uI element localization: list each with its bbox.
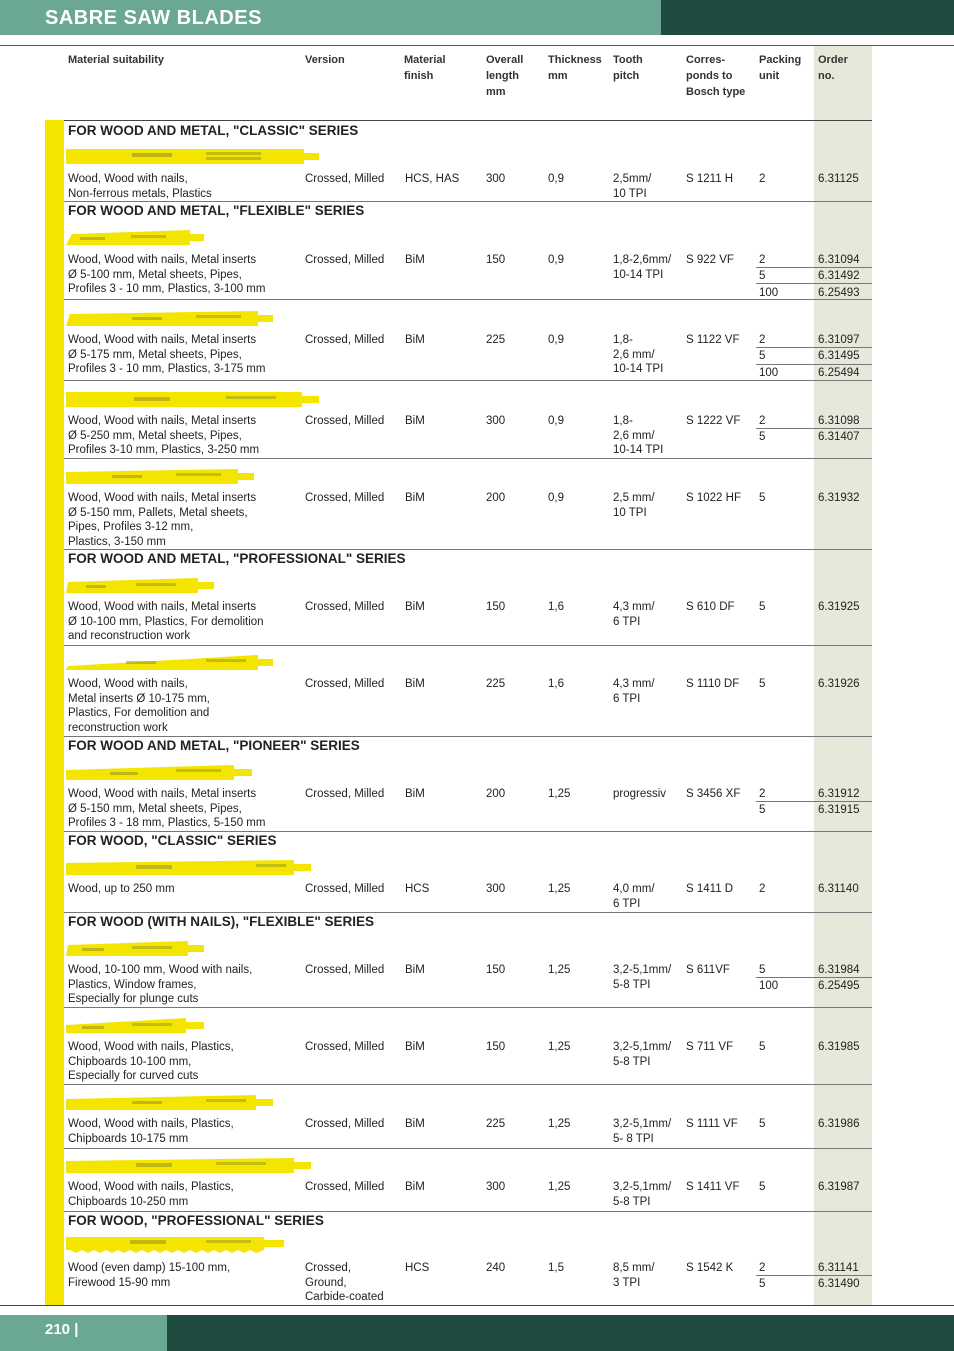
packing-unit-cell: 5	[759, 350, 766, 363]
saw-blade-image	[66, 1015, 206, 1037]
length-cell: 300	[486, 883, 506, 895]
tooth-pitch-cell: 5-8 TPI	[613, 1195, 651, 1208]
tooth-pitch-cell: 3,2-5,1mm/	[613, 964, 672, 976]
order-number-cell: 6.31125	[818, 173, 859, 185]
packing-unit-cell: 5	[759, 270, 766, 283]
bosch-type-cell: S 1122 VF	[686, 334, 740, 346]
packing-unit-cell: 2	[759, 415, 766, 427]
packing-unit-cell: 2	[759, 1262, 766, 1274]
thickness-cell: 1,5	[548, 1262, 564, 1274]
material-cell: Wood, Wood with nails, Metal inserts	[68, 254, 257, 266]
bosch-type-cell: S 711 VF	[686, 1041, 734, 1053]
saw-blade-image	[66, 227, 206, 249]
bosch-type-cell: S 1411 VF	[686, 1181, 740, 1193]
finish-cell: BiM	[405, 678, 425, 690]
row-divider	[64, 1084, 872, 1085]
packing-unit-cell: 100	[759, 980, 779, 993]
yellow-side-bar	[45, 120, 64, 1305]
material-cell: Pipes, Profiles 3-12 mm,	[68, 521, 194, 533]
tooth-pitch-cell: 5-8 TPI	[613, 978, 651, 991]
bosch-type-cell: S 1022 HF	[686, 492, 741, 504]
row-divider	[64, 645, 872, 646]
row-divider	[64, 201, 872, 202]
thickness-cell: 1,25	[548, 1041, 571, 1053]
length-cell: 150	[486, 964, 506, 976]
material-cell: Profiles 3 - 10 mm, Plastics, 3-175 mm	[68, 363, 266, 375]
material-cell: Metal inserts Ø 10-175 mm,	[68, 692, 210, 705]
packing-unit-cell: 5	[759, 1041, 766, 1053]
section-title: FOR WOOD AND METAL, "PROFESSIONAL" SERIES	[68, 551, 406, 566]
table-bottom-rule	[0, 1305, 954, 1306]
section-title: FOR WOOD AND METAL, "FLEXIBLE" SERIES	[68, 203, 365, 218]
order-number-cell: 6.25495	[818, 980, 860, 993]
tooth-pitch-cell: 10-14 TPI	[613, 444, 664, 456]
tooth-pitch-cell: 5-8 TPI	[613, 1055, 651, 1068]
packing-unit-cell: 5	[759, 1278, 766, 1291]
finish-cell: BiM	[405, 1181, 425, 1193]
packing-unit-cell: 2	[759, 883, 766, 895]
col-order: Order no.	[818, 54, 848, 82]
finish-cell: HCS, HAS	[405, 173, 460, 185]
order-number-cell: 6.31915	[818, 804, 860, 817]
material-cell: Wood, Wood with nails, Metal inserts	[68, 788, 257, 800]
bosch-type-cell: S 1542 K	[686, 1262, 734, 1274]
finish-cell: HCS	[405, 883, 430, 895]
thickness-cell: 0,9	[548, 415, 564, 427]
bosch-type-cell: S 1111 VF	[686, 1118, 738, 1130]
packing-unit-cell: 5	[759, 431, 766, 444]
tooth-pitch-cell: 6 TPI	[613, 897, 641, 910]
material-cell: reconstruction work	[68, 721, 168, 734]
version-cell: Crossed, Milled	[305, 1041, 385, 1053]
tooth-pitch-cell: 2,5mm/	[613, 173, 652, 185]
section-title: FOR WOOD, "PROFESSIONAL" SERIES	[68, 1213, 324, 1228]
order-number-cell: 6.31495	[818, 350, 860, 363]
tooth-pitch-cell: 2,6 mm/	[613, 429, 655, 442]
row-divider	[64, 380, 872, 381]
thickness-cell: 1,25	[548, 1181, 571, 1193]
packing-unit-cell: 2	[759, 788, 766, 800]
header-band-dark	[661, 0, 954, 35]
saw-blade-image	[66, 857, 314, 879]
page-number: 210 |	[45, 1321, 79, 1338]
header-bottom-rule	[64, 120, 872, 121]
order-number-cell: 6.25494	[818, 366, 860, 379]
bosch-type-cell: S 1110 DF	[686, 678, 740, 690]
saw-blade-image	[66, 1155, 314, 1177]
packing-unit-cell: 5	[759, 964, 766, 976]
thickness-cell: 1,25	[548, 1118, 571, 1130]
version-cell: Crossed, Milled	[305, 964, 385, 976]
version-cell: Crossed, Milled	[305, 173, 385, 185]
version-cell: Crossed, Milled	[305, 415, 385, 427]
thickness-cell: 1,25	[548, 788, 571, 800]
length-cell: 200	[486, 788, 506, 800]
saw-blade-image	[66, 1233, 286, 1255]
tooth-pitch-cell: 10 TPI	[613, 506, 647, 519]
tooth-pitch-cell: 10-14 TPI	[613, 363, 664, 375]
order-number-cell: 6.31932	[818, 492, 860, 504]
order-number-cell: 6.31984	[818, 964, 860, 976]
footer-band-dark	[167, 1315, 954, 1351]
col-bosch: Corres-ponds to Bosch type	[686, 54, 746, 98]
saw-blade-image	[66, 575, 216, 597]
finish-cell: BiM	[405, 964, 425, 976]
material-cell: Wood, Wood with nails, Plastics,	[68, 1041, 234, 1053]
order-number-cell: 6.31925	[818, 601, 860, 613]
tooth-pitch-cell: 3 TPI	[613, 1276, 641, 1289]
finish-cell: BiM	[405, 415, 425, 427]
material-cell: Chipboards 10-250 mm	[68, 1195, 189, 1208]
material-cell: Profiles 3-10 mm, Plastics, 3-250 mm	[68, 444, 260, 456]
material-cell: Chipboards 10-175 mm	[68, 1132, 189, 1145]
material-cell: Ø 5-150 mm, Pallets, Metal sheets,	[68, 506, 248, 519]
row-divider	[64, 458, 872, 459]
col-tooth-pitch: Tooth pitch	[613, 54, 643, 82]
order-number-cell: 6.31492	[818, 270, 860, 283]
order-number-cell: 6.31986	[818, 1118, 860, 1130]
material-cell: Wood, Wood with nails, Metal inserts	[68, 334, 257, 346]
order-number-cell: 6.31490	[818, 1278, 860, 1291]
order-number-cell: 6.31985	[818, 1041, 860, 1053]
order-number-cell: 6.31098	[818, 415, 860, 427]
col-version: Version	[305, 54, 345, 66]
material-cell: Profiles 3 - 18 mm, Plastics, 5-150 mm	[68, 817, 266, 829]
row-divider	[64, 736, 872, 737]
thickness-cell: 1,6	[548, 601, 564, 613]
version-cell: Crossed, Milled	[305, 1118, 385, 1130]
material-cell: Plastics, 3-150 mm	[68, 535, 166, 548]
tooth-pitch-cell: 4,3 mm/	[613, 601, 655, 613]
packing-unit-cell: 100	[759, 366, 779, 379]
order-number-cell: 6.31407	[818, 431, 860, 444]
tooth-pitch-cell: 8,5 mm/	[613, 1262, 655, 1274]
material-cell: Especially for curved cuts	[68, 1070, 199, 1082]
saw-blade-image	[66, 466, 256, 488]
bosch-type-cell: S 1211 H	[686, 173, 734, 185]
material-cell: Wood, Wood with nails,	[68, 173, 188, 185]
version-cell: Crossed, Milled	[305, 254, 385, 266]
section-title: FOR WOOD, "CLASSIC" SERIES	[68, 833, 277, 848]
thickness-cell: 0,9	[548, 334, 564, 346]
finish-cell: BiM	[405, 788, 425, 800]
length-cell: 225	[486, 678, 506, 690]
finish-cell: HCS	[405, 1262, 430, 1274]
row-divider	[64, 912, 872, 913]
bosch-type-cell: S 1222 VF	[686, 415, 741, 427]
finish-cell: BiM	[405, 1041, 425, 1053]
row-divider	[64, 831, 872, 832]
material-cell: Ø 5-175 mm, Metal sheets, Pipes,	[68, 348, 242, 361]
material-cell: Chipboards 10-100 mm,	[68, 1055, 192, 1068]
finish-cell: BiM	[405, 492, 425, 504]
packing-unit-cell: 5	[759, 492, 766, 504]
material-cell: Ø 10-100 mm, Plastics, For demolition	[68, 615, 264, 628]
material-cell: Wood, 10-100 mm, Wood with nails,	[68, 964, 253, 976]
packing-unit-cell: 100	[759, 286, 779, 299]
tooth-pitch-cell: progressiv	[613, 788, 667, 800]
packing-unit-cell: 2	[759, 254, 766, 266]
length-cell: 240	[486, 1262, 506, 1274]
material-cell: Wood, Wood with nails,	[68, 678, 188, 690]
col-length: Overall length mm	[486, 54, 524, 98]
order-number-cell: 6.31094	[818, 254, 860, 266]
material-cell: Wood, Wood with nails, Plastics,	[68, 1181, 234, 1193]
finish-cell: BiM	[405, 601, 425, 613]
version-cell: Crossed, Milled	[305, 334, 385, 346]
tooth-pitch-cell: 1,8-	[613, 415, 633, 427]
saw-blade-image	[66, 389, 321, 411]
saw-blade-image	[66, 938, 206, 960]
finish-cell: BiM	[405, 1118, 425, 1130]
order-number-cell: 6.31140	[818, 883, 859, 895]
col-finish: Material finish	[404, 54, 446, 82]
version-cell: Crossed, Milled	[305, 601, 385, 613]
thickness-cell: 1,25	[548, 883, 571, 895]
version-cell: Crossed, Milled	[305, 1181, 385, 1193]
packing-unit-cell: 2	[759, 173, 766, 185]
order-number-cell: 6.31097	[818, 334, 860, 346]
length-cell: 225	[486, 334, 506, 346]
tooth-pitch-cell: 4,3 mm/	[613, 678, 655, 690]
length-cell: 150	[486, 254, 506, 266]
tooth-pitch-cell: 6 TPI	[613, 615, 641, 628]
tooth-pitch-cell: 10-14 TPI	[613, 268, 664, 281]
page-title: SABRE SAW BLADES	[45, 7, 262, 29]
material-cell: Non-ferrous metals, Plastics	[68, 187, 212, 200]
tooth-pitch-cell: 2,6 mm/	[613, 348, 655, 361]
thickness-cell: 0,9	[548, 173, 564, 185]
row-divider	[64, 1007, 872, 1008]
material-cell: Ø 5-150 mm, Metal sheets, Pipes,	[68, 802, 242, 815]
saw-blade-image	[66, 652, 276, 674]
saw-blade-image	[66, 1092, 276, 1114]
bosch-type-cell: S 922 VF	[686, 254, 734, 266]
material-cell: Wood, Wood with nails, Metal inserts	[68, 415, 257, 427]
bosch-type-cell: S 610 DF	[686, 601, 735, 613]
row-divider	[64, 1211, 872, 1212]
length-cell: 225	[486, 1118, 506, 1130]
order-number-cell: 6.31987	[818, 1181, 860, 1193]
tooth-pitch-cell: 1,8-2,6mm/	[613, 254, 672, 266]
saw-blade-image	[66, 308, 276, 330]
section-title: FOR WOOD AND METAL, "PIONEER" SERIES	[68, 738, 360, 753]
tooth-pitch-cell: 1,8-	[613, 334, 633, 346]
material-cell: Firewood 15-90 mm	[68, 1276, 171, 1289]
tooth-pitch-cell: 3,2-5,1mm/	[613, 1118, 672, 1130]
tooth-pitch-cell: 5- 8 TPI	[613, 1132, 654, 1145]
material-cell: Wood, Wood with nails, Metal inserts	[68, 492, 257, 504]
version-cell: Crossed, Milled	[305, 678, 385, 690]
saw-blade-image	[66, 146, 321, 168]
length-cell: 300	[486, 415, 506, 427]
thickness-cell: 0,9	[548, 492, 564, 504]
version-cell: Crossed, Milled	[305, 883, 385, 895]
bosch-type-cell: S 611VF	[686, 964, 730, 976]
material-cell: Plastics, For demolition and	[68, 707, 210, 719]
section-title: FOR WOOD (WITH NAILS), "FLEXIBLE" SERIES	[68, 914, 375, 929]
length-cell: 150	[486, 1041, 506, 1053]
material-cell: Wood, Wood with nails, Plastics,	[68, 1118, 234, 1130]
material-cell: Profiles 3 - 10 mm, Plastics, 3-100 mm	[68, 283, 266, 295]
row-divider	[64, 549, 872, 550]
bosch-type-cell: S 1411 D	[686, 883, 734, 895]
order-number-cell: 6.25493	[818, 286, 860, 299]
section-title: FOR WOOD AND METAL, "CLASSIC" SERIES	[68, 123, 359, 138]
header-rule	[0, 45, 954, 46]
packing-unit-cell: 5	[759, 1118, 766, 1130]
version-cell: Ground,	[305, 1276, 347, 1289]
length-cell: 200	[486, 492, 506, 504]
material-cell: Especially for plunge cuts	[68, 993, 199, 1005]
col-thickness: Thickness mm	[548, 54, 602, 82]
tooth-pitch-cell: 4,0 mm/	[613, 883, 655, 895]
bosch-type-cell: S 3456 XF	[686, 788, 741, 800]
row-divider	[64, 1148, 872, 1149]
length-cell: 300	[486, 1181, 506, 1193]
row-divider	[64, 299, 872, 300]
col-material: Material suitability	[68, 54, 164, 66]
material-cell: Ø 5-250 mm, Metal sheets, Pipes,	[68, 429, 242, 442]
order-number-cell: 6.31926	[818, 678, 860, 690]
version-cell: Crossed, Milled	[305, 492, 385, 504]
packing-unit-cell: 5	[759, 678, 766, 690]
material-cell: Wood (even damp) 15-100 mm,	[68, 1262, 231, 1274]
saw-blade-image	[66, 762, 256, 784]
tooth-pitch-cell: 10 TPI	[613, 187, 647, 200]
order-number-cell: 6.31141	[818, 1262, 859, 1274]
thickness-cell: 1,25	[548, 964, 571, 976]
version-cell: Crossed,	[305, 1262, 352, 1274]
tooth-pitch-cell: 2,5 mm/	[613, 492, 655, 504]
packing-unit-cell: 5	[759, 601, 766, 613]
packing-unit-cell: 2	[759, 334, 766, 346]
length-cell: 300	[486, 173, 506, 185]
material-cell: Wood, Wood with nails, Metal inserts	[68, 601, 257, 613]
thickness-cell: 0,9	[548, 254, 564, 266]
version-cell: Crossed, Milled	[305, 788, 385, 800]
finish-cell: BiM	[405, 334, 425, 346]
packing-unit-cell: 5	[759, 804, 766, 817]
version-cell: Carbide-coated	[305, 1291, 384, 1303]
material-cell: Ø 5-100 mm, Metal sheets, Pipes,	[68, 268, 242, 281]
tooth-pitch-cell: 3,2-5,1mm/	[613, 1041, 672, 1053]
material-cell: Plastics, Window frames,	[68, 978, 197, 991]
tooth-pitch-cell: 3,2-5,1mm/	[613, 1181, 672, 1193]
packing-unit-cell: 5	[759, 1181, 766, 1193]
footer-band	[0, 1315, 167, 1351]
order-number-cell: 6.31912	[818, 788, 860, 800]
length-cell: 150	[486, 601, 506, 613]
col-packing: Packing unit	[759, 54, 802, 82]
thickness-cell: 1,6	[548, 678, 564, 690]
tooth-pitch-cell: 6 TPI	[613, 692, 641, 705]
material-cell: Wood, up to 250 mm	[68, 883, 175, 895]
material-cell: and reconstruction work	[68, 630, 191, 642]
finish-cell: BiM	[405, 254, 425, 266]
